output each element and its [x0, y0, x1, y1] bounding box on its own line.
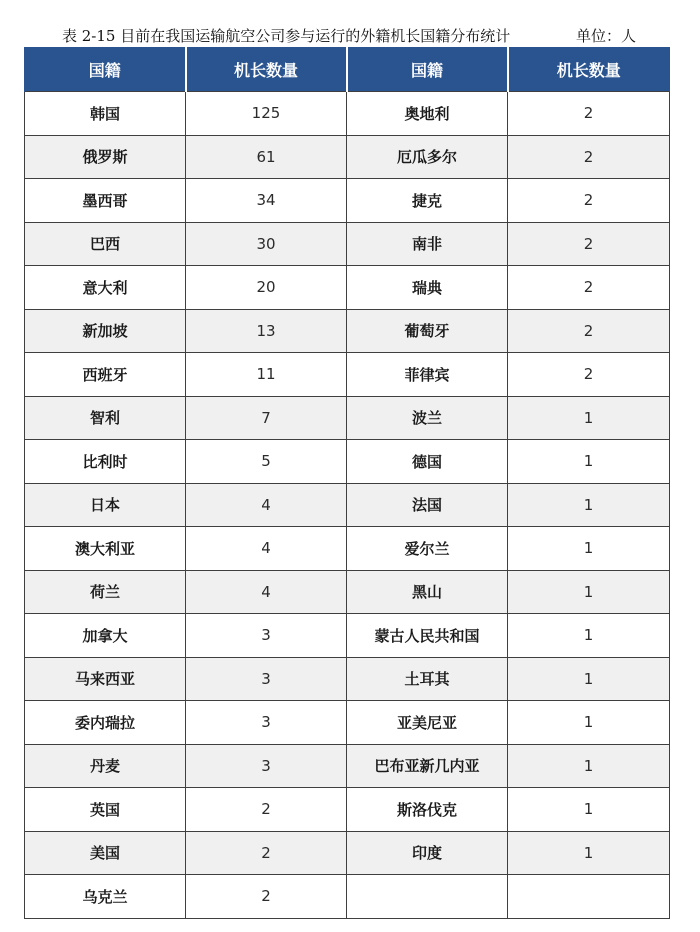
right-nationality-cell: 亚美尼亚: [347, 701, 508, 745]
right-nationality-cell: 土耳其: [347, 657, 508, 701]
left-count-cell: 4: [186, 527, 347, 571]
right-count-cell: 1: [508, 570, 670, 614]
left-count-cell: 2: [186, 875, 347, 919]
header-row: [25, 47, 670, 92]
table-row: [25, 353, 670, 397]
left-nationality-cell: 荷兰: [25, 570, 186, 614]
right-count-cell: 1: [508, 657, 670, 701]
left-count-cell: 2: [186, 788, 347, 832]
right-nationality-cell: [347, 875, 508, 919]
right-nationality-cell: 蒙古人民共和国: [347, 614, 508, 658]
right-count-cell: 1: [508, 788, 670, 832]
left-count-cell: 13: [186, 309, 347, 353]
table-body: [25, 92, 670, 919]
table-row: [25, 309, 670, 353]
left-count-cell: 4: [186, 483, 347, 527]
table-row: [25, 222, 670, 266]
header-count-left: 机长数量: [186, 47, 347, 92]
right-count-cell: 2: [508, 222, 670, 266]
left-nationality-cell: 乌克兰: [25, 875, 186, 919]
left-nationality-cell: 西班牙: [25, 353, 186, 397]
right-nationality-cell: 法国: [347, 483, 508, 527]
right-count-cell: 1: [508, 614, 670, 658]
right-count-cell: 2: [508, 353, 670, 397]
right-count-cell: [508, 875, 670, 919]
right-count-cell: 1: [508, 744, 670, 788]
header-nationality-left: 国籍: [25, 47, 186, 92]
left-nationality-cell: 巴西: [25, 222, 186, 266]
table-row: [25, 744, 670, 788]
right-nationality-cell: 印度: [347, 831, 508, 875]
left-nationality-cell: 墨西哥: [25, 179, 186, 223]
left-count-cell: 5: [186, 440, 347, 484]
left-count-cell: 20: [186, 266, 347, 310]
table-row: [25, 570, 670, 614]
left-nationality-cell: 加拿大: [25, 614, 186, 658]
left-count-cell: 30: [186, 222, 347, 266]
left-nationality-cell: 委内瑞拉: [25, 701, 186, 745]
right-nationality-cell: 菲律宾: [347, 353, 508, 397]
left-nationality-cell: 丹麦: [25, 744, 186, 788]
right-count-cell: 1: [508, 396, 670, 440]
table-row: [25, 527, 670, 571]
table-row: [25, 831, 670, 875]
right-count-cell: 1: [508, 701, 670, 745]
table-unit: 单位：人: [576, 27, 637, 45]
right-nationality-cell: 瑞典: [347, 266, 508, 310]
right-nationality-cell: 斯洛伐克: [347, 788, 508, 832]
left-count-cell: 34: [186, 179, 347, 223]
left-nationality-cell: 智利: [25, 396, 186, 440]
left-nationality-cell: 新加坡: [25, 309, 186, 353]
right-nationality-cell: 波兰: [347, 396, 508, 440]
left-count-cell: 7: [186, 396, 347, 440]
table-row: [25, 396, 670, 440]
left-nationality-cell: 英国: [25, 788, 186, 832]
right-count-cell: 1: [508, 440, 670, 484]
table-row: [25, 657, 670, 701]
right-count-cell: 1: [508, 483, 670, 527]
table-row: [25, 92, 670, 136]
right-count-cell: 2: [508, 135, 670, 179]
left-count-cell: 4: [186, 570, 347, 614]
left-nationality-cell: 韩国: [25, 92, 186, 136]
table-row: [25, 701, 670, 745]
left-nationality-cell: 意大利: [25, 266, 186, 310]
left-count-cell: 3: [186, 744, 347, 788]
right-nationality-cell: 厄瓜多尔: [347, 135, 508, 179]
table-row: [25, 440, 670, 484]
right-count-cell: 1: [508, 831, 670, 875]
left-count-cell: 3: [186, 657, 347, 701]
left-nationality-cell: 澳大利亚: [25, 527, 186, 571]
right-nationality-cell: 德国: [347, 440, 508, 484]
table-row: [25, 788, 670, 832]
right-nationality-cell: 黑山: [347, 570, 508, 614]
right-nationality-cell: 捷克: [347, 179, 508, 223]
right-nationality-cell: 南非: [347, 222, 508, 266]
left-nationality-cell: 日本: [25, 483, 186, 527]
table-row: [25, 614, 670, 658]
table-row: [25, 135, 670, 179]
left-nationality-cell: 马来西亚: [25, 657, 186, 701]
table-title: 表 2-15 目前在我国运输航空公司参与运行的外籍机长国籍分布统计: [62, 27, 511, 45]
header-count-right: 机长数量: [508, 47, 670, 92]
table-row: [25, 179, 670, 223]
table-row: [25, 483, 670, 527]
left-nationality-cell: 美国: [25, 831, 186, 875]
right-count-cell: 1: [508, 527, 670, 571]
left-nationality-cell: 俄罗斯: [25, 135, 186, 179]
right-nationality-cell: 爱尔兰: [347, 527, 508, 571]
left-count-cell: 125: [186, 92, 347, 136]
right-count-cell: 2: [508, 266, 670, 310]
left-nationality-cell: 比利时: [25, 440, 186, 484]
left-count-cell: 2: [186, 831, 347, 875]
left-count-cell: 11: [186, 353, 347, 397]
table-row: [25, 875, 670, 919]
header-nationality-right: 国籍: [347, 47, 508, 92]
right-nationality-cell: 巴布亚新几内亚: [347, 744, 508, 788]
captain-nationality-table: [24, 47, 670, 919]
right-count-cell: 2: [508, 92, 670, 136]
right-nationality-cell: 奥地利: [347, 92, 508, 136]
left-count-cell: 61: [186, 135, 347, 179]
left-count-cell: 3: [186, 701, 347, 745]
right-nationality-cell: 葡萄牙: [347, 309, 508, 353]
right-count-cell: 2: [508, 179, 670, 223]
right-count-cell: 2: [508, 309, 670, 353]
left-count-cell: 3: [186, 614, 347, 658]
table-row: [25, 266, 670, 310]
table-caption: [62, 26, 662, 46]
